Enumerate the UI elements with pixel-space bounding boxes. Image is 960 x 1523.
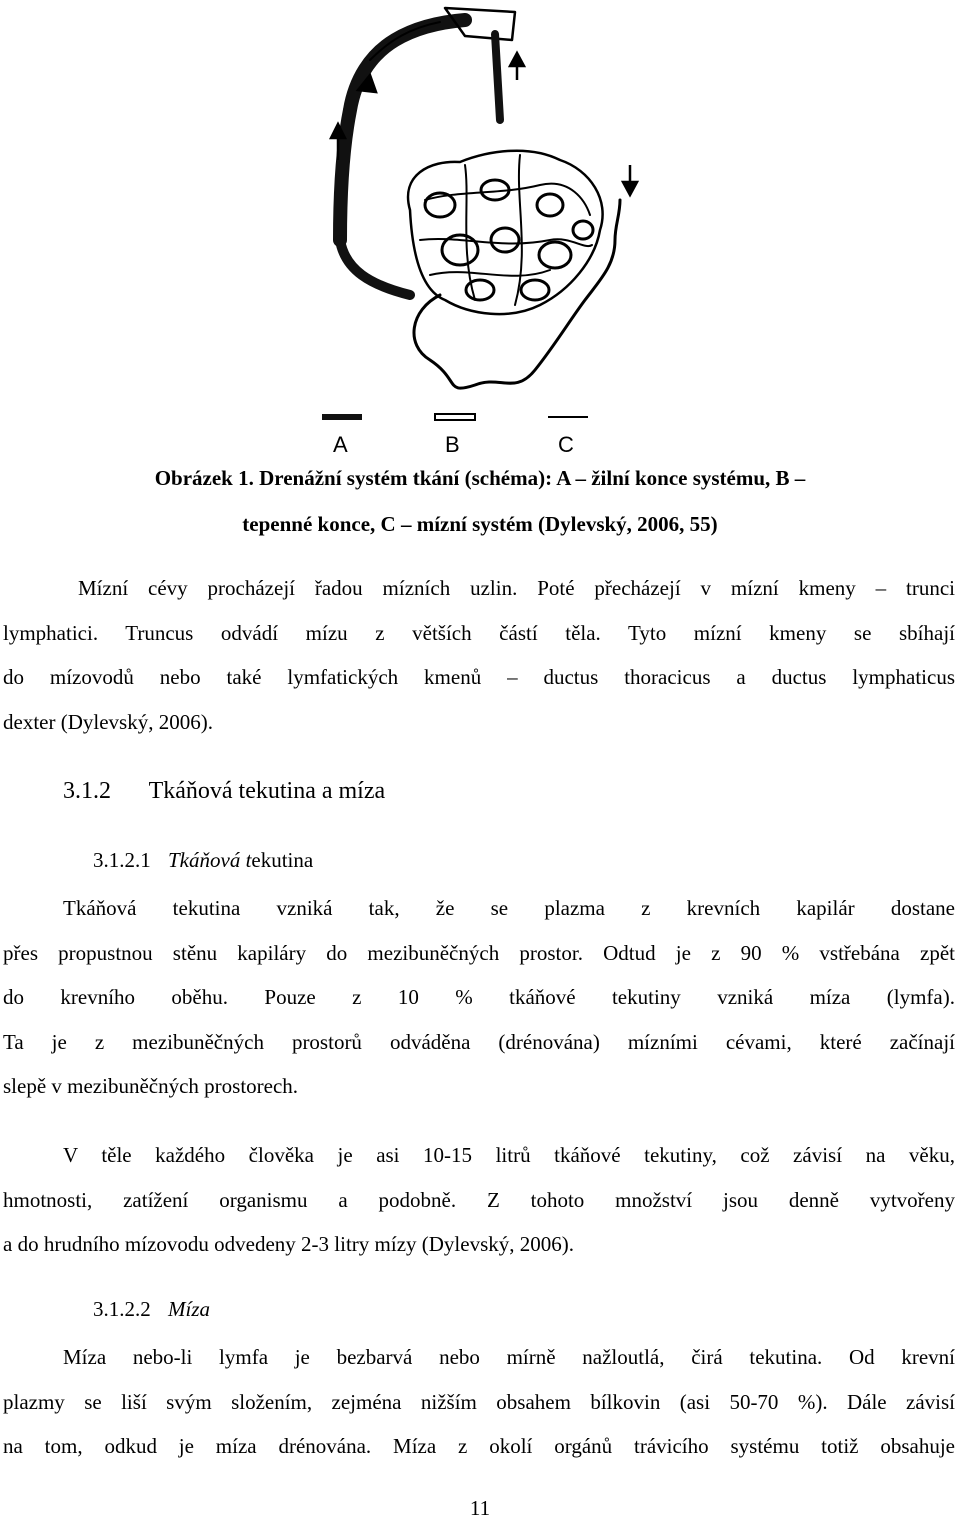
figure-caption-line-2: tepenné konce, C – mízní systém (Dylevský, 2006, 55): [242, 512, 718, 536]
section-number: 3.1.2: [63, 778, 111, 804]
subsection-title-italic: Tkáňová t: [168, 848, 252, 872]
text-line: na tom, odkud je míza drénována. Míza z okolí orgánů trávicího systému totiž obsahuje: [3, 1434, 955, 1458]
subsection-title: Míza: [168, 1297, 210, 1321]
section-heading: [63, 778, 385, 805]
paragraph-lymph-vessels: [3, 566, 955, 744]
text-line: a do hrudního mízovodu odvedeny 2-3 litry mízy (Dylevský, 2006).: [3, 1232, 574, 1256]
figure-caption-line-1: Obrázek 1. Drenážní systém tkání (schéma): A – žilní konce systému, B –: [154, 466, 806, 490]
text-line: lymphatici. Truncus odvádí mízu z větších částí těla. Tyto mízní kmeny se sbíhají: [3, 620, 955, 645]
legend-label-a: A: [333, 432, 348, 457]
text-line: přes propustnou stěnu kapiláry do mezibuněčných prostor. Odtud je z 90 % vstřebána zpět: [3, 940, 955, 965]
text-line: do mízovodů nebo také lymfatických kmenů – ductus thoracicus a ductus lymphaticus: [3, 665, 955, 689]
drainage-diagram: [300, 0, 640, 460]
drainage-diagram-drawing: [300, 0, 640, 460]
subsection-heading-miza: [93, 1297, 210, 1322]
paragraph-tissue-fluid: [3, 886, 955, 1109]
page-number: 11: [469, 1496, 491, 1520]
text-line: do krevního oběhu. Pouze z 10 % tkáňové tekutiny vzniká míza (lymfa).: [3, 985, 955, 1009]
text-line: V těle každého člověka je asi 10-15 litrů tkáňové tekutiny, což závisí na věku,: [63, 1143, 955, 1167]
text-line: Ta je z mezibuněčných prostorů odváděna (drénována) mízními cévami, které začínají: [3, 1029, 955, 1054]
text-line: Mízní cévy procházejí řadou mízních uzlin. Poté přecházejí v mízní kmeny – trunci: [78, 576, 955, 600]
text-line: dexter (Dylevský, 2006).: [3, 709, 213, 734]
paragraph-lymph: [3, 1335, 955, 1469]
text-line: plazmy se liší svým složením, zejména nižším obsahem bílkovin (asi 50-70 %). Dále závisí: [3, 1389, 955, 1414]
subsection-number: 3.1.2.1: [93, 848, 151, 872]
section-title: Tkáňová tekutina a míza: [148, 778, 386, 804]
legend-label-c: C: [558, 432, 574, 457]
text-line: Míza nebo-li lymfa je bezbarvá nebo mírně nažloutlá, čirá tekutina. Od krevní: [63, 1345, 955, 1369]
paragraph-fluid-volume: [3, 1133, 955, 1267]
legend-label-b: B: [445, 432, 460, 457]
text-line: Tkáňová tekutina vzniká tak, že se plazma z krevních kapilár dostane: [63, 896, 955, 920]
text-line: slepě v mezibuněčných prostorech.: [3, 1074, 299, 1098]
subsection-number: 3.1.2.2: [93, 1297, 151, 1321]
subsection-title-rest: ekutina: [251, 848, 314, 872]
text-line: hmotnosti, zatížení organismu a podobně. Z tohoto množství jsou denně vytvořeny: [3, 1187, 955, 1212]
subsection-heading: [93, 848, 313, 873]
